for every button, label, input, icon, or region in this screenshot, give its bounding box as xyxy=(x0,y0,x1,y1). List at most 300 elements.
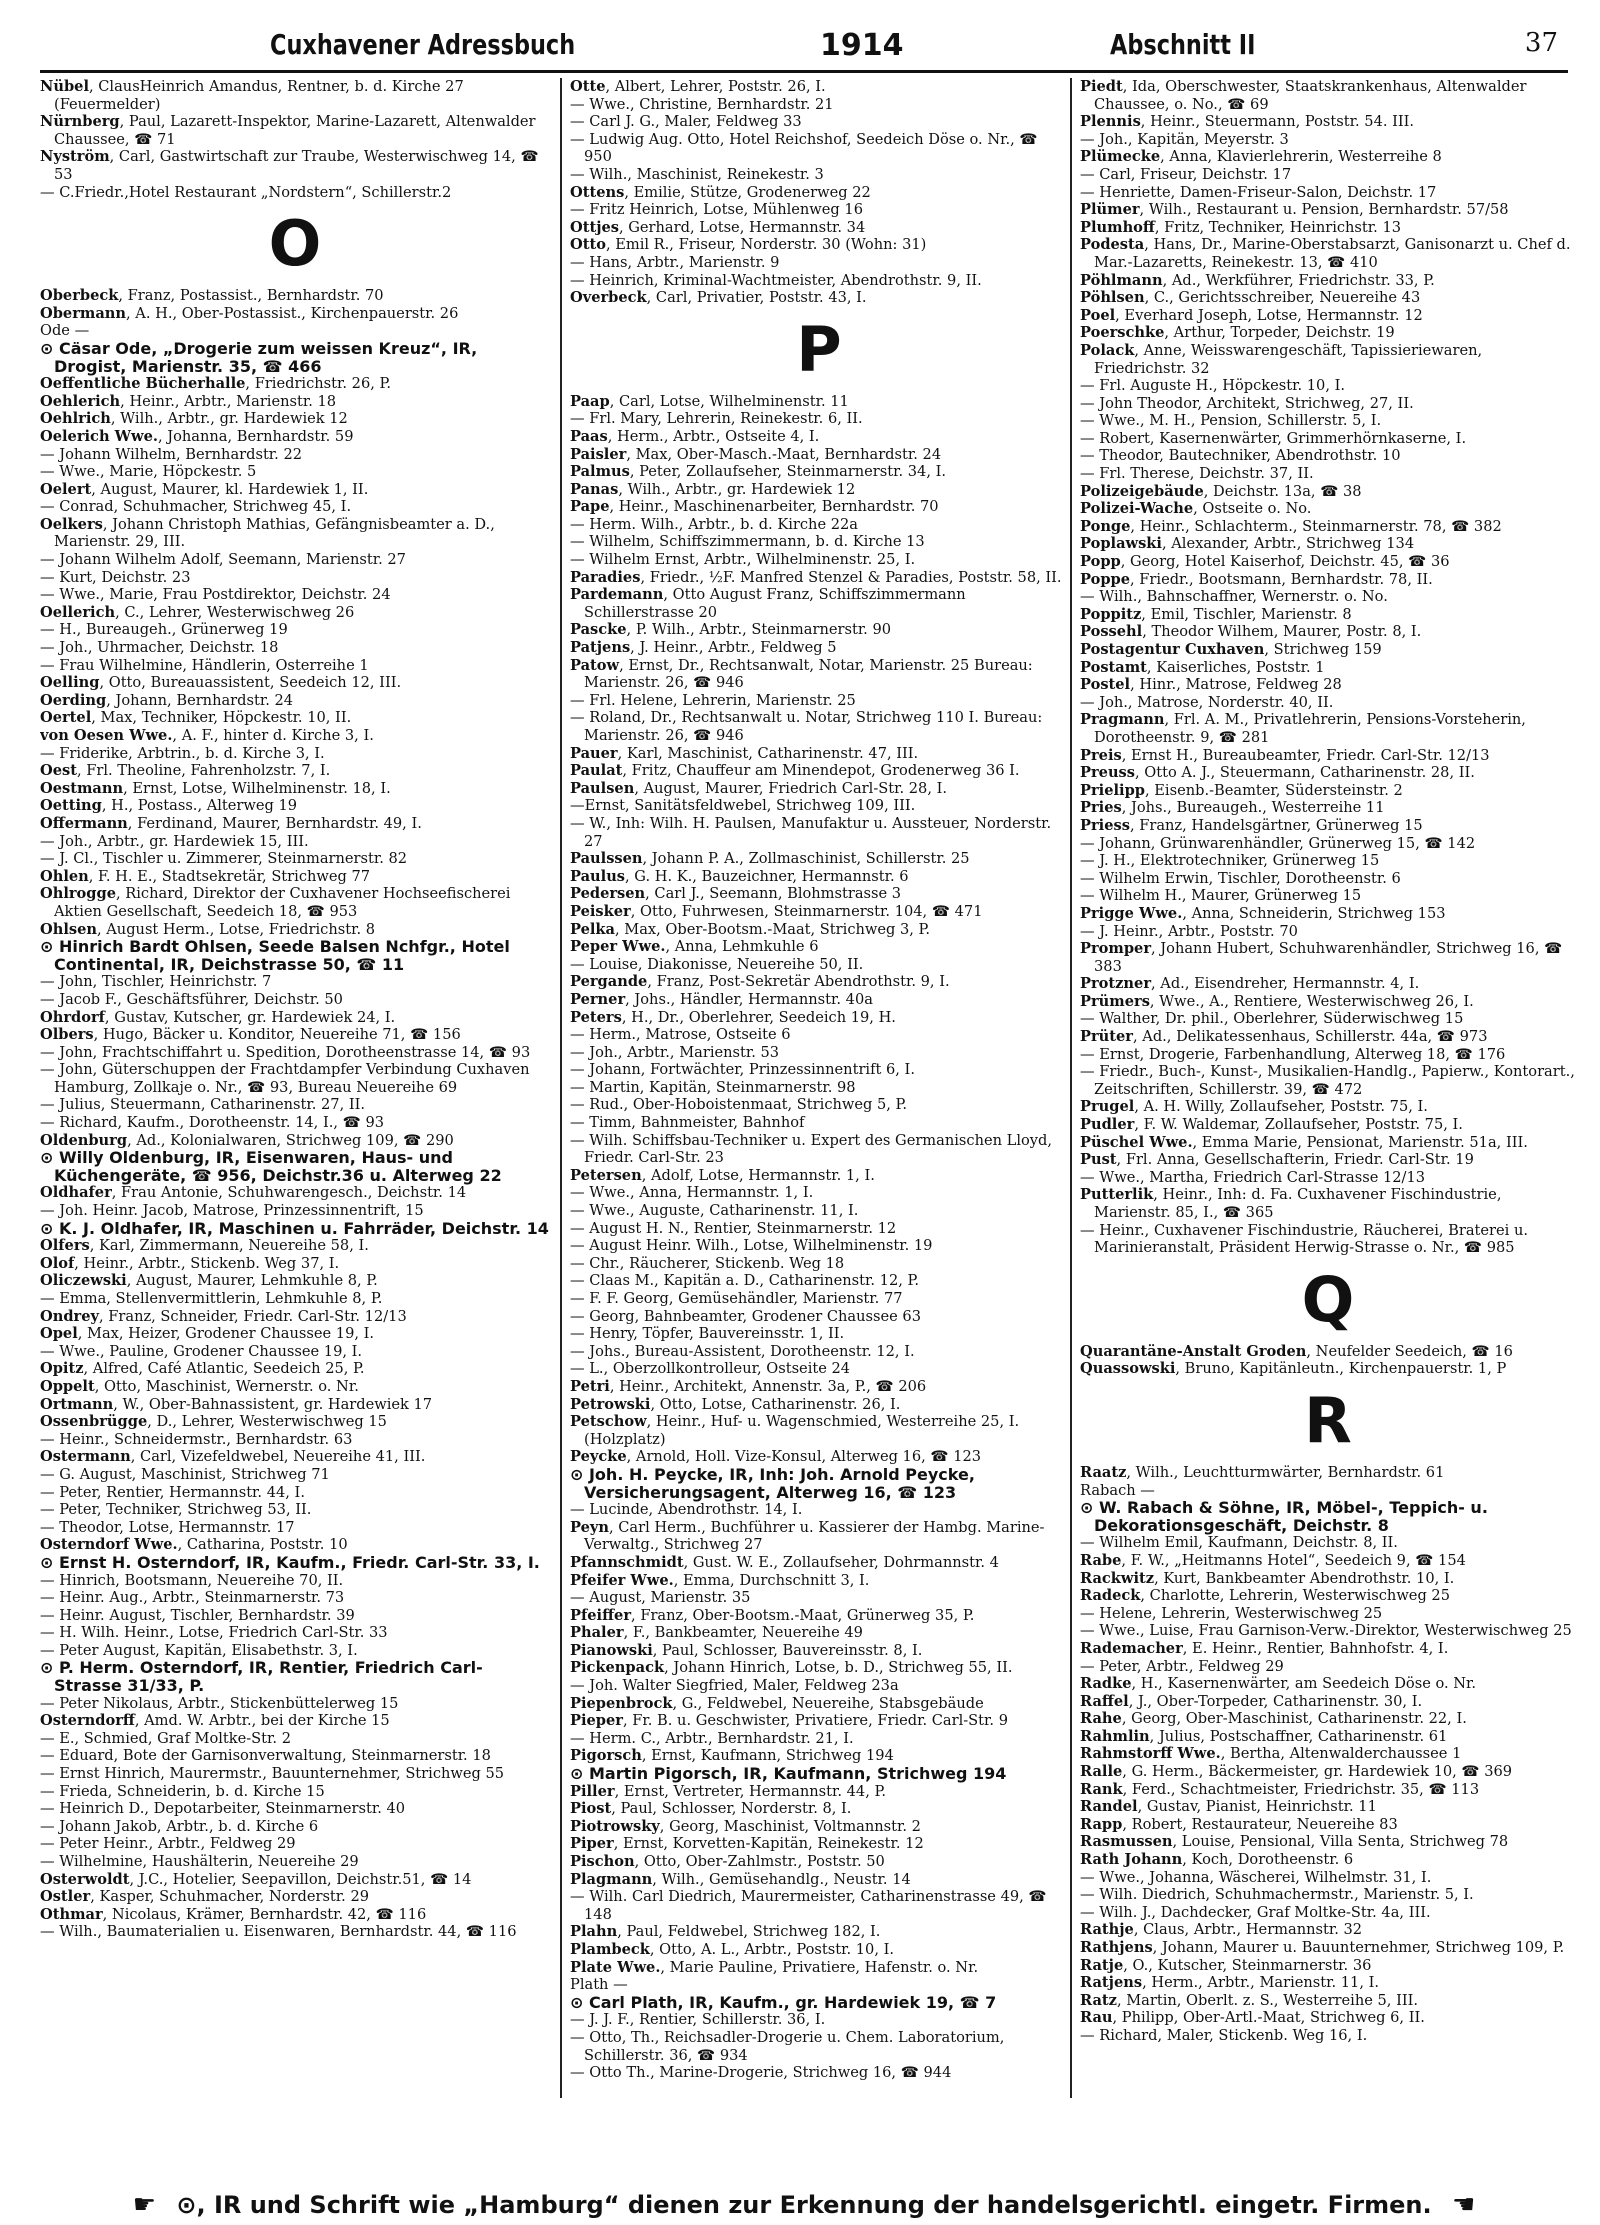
directory-entry: Ottjes, Gerhard, Lotse, Hermannstr. 34 xyxy=(570,218,866,236)
directory-entry: Pickenpack, Johann Hinrich, Lotse, b. D., Strichweg 55, II. xyxy=(570,1659,1013,1677)
directory-entry: Panas, Wilh., Arbtr., gr. Hardewiek 12 xyxy=(570,480,856,498)
directory-entry: — Timm, Bahnmeister, Bahnhof xyxy=(570,1114,805,1132)
directory-entry: Oerding, Johann, Bernhardstr. 24 xyxy=(40,691,294,709)
directory-entry: Poplawski, Alexander, Arbtr., Strichweg 134 xyxy=(1080,535,1415,553)
directory-entry: — Carl, Friseur, Deichstr. 17 xyxy=(1080,165,1292,183)
directory-entry: — Heinr. August, Tischler, Bernhardstr. 39 xyxy=(40,1606,355,1624)
directory-entry: Polizei-Wache, Ostseite o. No. xyxy=(1080,500,1312,518)
directory-entry: — Emma, Stellenvermittlerin, Lehmkuhle 8, P. xyxy=(40,1290,383,1307)
directory-entry: Piller, Ernst, Vertreter, Hermannstr. 44, P. xyxy=(570,1782,887,1800)
directory-entry: — Johann, Grünwarenhändler, Grünerweg 15, ☎ 142 xyxy=(1080,834,1476,852)
directory-entry: — E., Schmied, Graf Moltke-Str. 2 xyxy=(40,1729,291,1747)
directory-entry: — Otto Th., Marine-Drogerie, Strichweg 16, ☎ 944 xyxy=(570,2064,952,2082)
directory-entry: — W., Inh: Wilh. H. Paulsen, Manufaktur u. Aussteuer, Norderstr. 27 xyxy=(570,814,1052,850)
directory-entry: Putterlik, Heinr., Inh: d. Fa. Cuxhavener Fischindustrie, Marienstr. 85, I., ☎ 365 xyxy=(1080,1186,1502,1221)
directory-entry: — Wilhelmine, Haushälterin, Neuereihe 29 xyxy=(40,1853,359,1870)
directory-entry: Pigorsch, Ernst, Kaufmann, Strichweg 194 xyxy=(570,1747,894,1765)
directory-entry: Patow, Ernst, Dr., Rechtsanwalt, Notar, Marienstr. 25 Bureau: Marienstr. 26, ☎ 946 xyxy=(570,656,1033,692)
directory-entry: — Henry, Töpfer, Bauvereinsstr. 1, II. xyxy=(570,1325,845,1343)
pointing-hand-icon: ☛ xyxy=(132,2190,156,2220)
directory-entry: Pergande, Franz, Post-Sekretär Abendrothstr. 9, I. xyxy=(570,973,950,991)
directory-entry: — Jacob F., Geschäftsführer, Deichstr. 50 xyxy=(40,990,343,1008)
directory-entry: — Joh. Heinr. Jacob, Matrose, Prinzessinnentrift, 15 xyxy=(40,1202,424,1220)
directory-entry: Ostermann, Carl, Vizefeldwebel, Neuereihe 41, III. xyxy=(40,1448,426,1466)
directory-entry: Osterndorff, Amd. W. Arbtr., bei der Kirche 15 xyxy=(40,1712,390,1730)
directory-entry: Olof, Heinr., Arbtr., Stickenb. Weg 37, I. xyxy=(40,1254,340,1272)
directory-entry: — Claas M., Kapitän a. D., Catharinenstr. 12, P. xyxy=(570,1272,920,1290)
directory-entry: Prüter, Ad., Delikatessenhaus, Schillerstr. 44a, ☎ 973 xyxy=(1080,1028,1488,1046)
directory-entry: Otto, Emil R., Friseur, Norderstr. 30 (Wohn: 31) xyxy=(570,236,927,254)
directory-entry: — Wilhelm, Schiffszimmermann, b. d. Kirche 13 xyxy=(570,533,925,551)
section-letter: Q xyxy=(1301,1262,1355,1336)
directory-entry: — Ernst Hinrich, Maurermstr., Bauunternehmer, Strichweg 55 xyxy=(40,1765,505,1783)
directory-entry: Plahn, Paul, Feldwebel, Strichweg 182, I. xyxy=(570,1923,881,1941)
directory-entry: Petersen, Adolf, Lotse, Hermannstr. 1, I. xyxy=(570,1166,875,1184)
directory-entry: Plagmann, Wilh., Gemüsehandlg., Neustr. 14 xyxy=(570,1870,911,1888)
directory-entry: — Wwe., M. H., Pension, Schillerstr. 5, I. xyxy=(1080,412,1382,430)
directory-entry: Oestmann, Ernst, Lotse, Wilhelminenstr. 18, I. xyxy=(40,779,391,797)
directory-entry: — Chr., Räucherer, Stickenb. Weg 18 xyxy=(570,1254,845,1272)
directory-entry: Paulat, Fritz, Chauffeur am Minendepot, Grodenerweg 36 I. xyxy=(570,762,1020,780)
directory-entry: Rabach — xyxy=(1080,1481,1155,1499)
directory-entry: — John Theodor, Architekt, Strichweg, 27, II. xyxy=(1080,394,1414,412)
directory-entry: Piost, Paul, Schlosser, Norderstr. 8, I. xyxy=(570,1800,852,1818)
directory-entry: Paisler, Max, Ober-Masch.-Maat, Bernhardstr. 24 xyxy=(570,445,942,463)
registered-firm-entry: ⊙ Martin Pigorsch, IR, Kaufmann, Strichweg 194 xyxy=(570,1764,1007,1784)
page-number: 37 xyxy=(1524,28,1558,58)
directory-entry: Pischon, Otto, Ober-Zahlmstr., Poststr. 50 xyxy=(570,1853,885,1870)
directory-entry: — J. Heinr., Arbtr., Poststr. 70 xyxy=(1080,922,1298,940)
directory-entry: Peyn, Carl Herm., Buchführer u. Kassierer der Hambg. Marine-Verwaltg., Strichweg 27 xyxy=(570,1518,1045,1554)
directory-entry: — Hinrich, Bootsmann, Neuereihe 70, II. xyxy=(40,1571,344,1589)
directory-entry: von Oesen Wwe., A. F., hinter d. Kirche 3, I. xyxy=(40,727,374,744)
directory-entry: Ponge, Heinr., Schlachterm., Steinmarnerstr. 78, ☎ 382 xyxy=(1080,517,1502,535)
directory-entry: Polack, Anne, Weisswarengeschäft, Tapissieriewaren, Friedrichstr. 32 xyxy=(1080,341,1483,377)
directory-entry: Pfeiffer, Franz, Ober-Bootsm.-Maat, Grünerweg 35, P. xyxy=(570,1606,975,1624)
footer-text: ⊙, IR und Schrift wie „Hamburg“ dienen zur Erkennung der handelsgerichtl. eingetr. Firmen. xyxy=(176,2191,1432,2219)
registered-firm-entry: ⊙ P. Herm. Osterndorf, IR, Rentier, Friedrich Carl-Strasse 31/33, P. xyxy=(40,1658,483,1696)
directory-entry: Paap, Carl, Lotse, Wilhelminenstr. 11 xyxy=(570,392,849,410)
directory-entry: — Joh., Uhrmacher, Deichstr. 18 xyxy=(40,639,279,657)
directory-entry: Pries, Johs., Bureaugeh., Westerreihe 11 xyxy=(1080,799,1385,817)
directory-entry: — Eduard, Bote der Garnisonverwaltung, Steinmarnerstr. 18 xyxy=(40,1747,491,1765)
directory-entry: — Johann Wilhelm Adolf, Seemann, Marienstr. 27 xyxy=(40,551,406,569)
directory-entry: — Carl J. G., Maler, Feldweg 33 xyxy=(570,113,802,131)
directory-entry: — Johann, Fortwächter, Prinzessinnentrift 6, I. xyxy=(570,1061,915,1079)
directory-entry: Radeck, Charlotte, Lehrerin, Westerwischweg 25 xyxy=(1080,1587,1450,1605)
directory-entry: Plümer, Wilh., Restaurant u. Pension, Bernhardstr. 57/58 xyxy=(1080,201,1509,219)
directory-entry: — Helene, Lehrerin, Westerwischweg 25 xyxy=(1080,1604,1383,1622)
directory-entry: Pape, Heinr., Maschinenarbeiter, Bernhardstr. 70 xyxy=(570,498,939,516)
directory-entry: — Peter, Techniker, Strichweg 53, II. xyxy=(40,1501,312,1519)
directory-entry: — Richard, Maler, Stickenb. Weg 16, I. xyxy=(1080,2026,1368,2044)
directory-entry: Pöhlmann, Ad., Werkführer, Friedrichstr. 33, P. xyxy=(1080,271,1435,289)
directory-entry: Piedt, Ida, Oberschwester, Staatskrankenhaus, Altenwalder Chaussee, o. No., ☎ 69 xyxy=(1080,78,1527,113)
directory-entry: — Fritz Heinrich, Lotse, Mühlenweg 16 xyxy=(570,201,863,219)
directory-entry: Ohlrogge, Richard, Direktor der Cuxhavener Hochseefischerei Aktien Gesellschaft, Seedeich 18, ☎ 953 xyxy=(40,885,511,920)
directory-entry: Rahmstorff Wwe., Bertha, Altenwalderchaussee 1 xyxy=(1080,1745,1462,1763)
directory-entry: Oertel, Max, Techniker, Höpckestr. 10, II. xyxy=(40,709,352,727)
directory-entry: — Ludwig Aug. Otto, Hotel Reichshof, Seedeich Döse o. Nr., ☎ 950 xyxy=(570,130,1038,166)
section-title: Abschnitt II xyxy=(1110,28,1256,61)
directory-entry: Prümers, Wwe., A., Rentiere, Westerwischweg 26, I. xyxy=(1080,992,1474,1010)
directory-entry: — J. H., Elektrotechniker, Grünerweg 15 xyxy=(1080,852,1380,870)
directory-entry: Paulsen, August, Maurer, Friedrich Carl-Str. 28, I. xyxy=(570,779,948,797)
directory-entry: — John, Tischler, Heinrichstr. 7 xyxy=(40,973,272,991)
directory-entry: — Wwe., Johanna, Wäscherei, Wilhelmstr. 31, I. xyxy=(1080,1868,1432,1886)
directory-entry: Oberbeck, Franz, Postassist., Bernhardstr. 70 xyxy=(40,287,384,305)
directory-entry: — Wwe., Marie, Frau Postdirektor, Deichstr. 24 xyxy=(40,586,391,604)
directory-entry: Ralle, G. Herm., Bäckermeister, gr. Hardewiek 10, ☎ 369 xyxy=(1080,1763,1513,1781)
directory-entry: Othmar, Nicolaus, Krämer, Bernhardstr. 42, ☎ 116 xyxy=(40,1905,427,1923)
directory-entry: Offermann, Ferdinand, Maurer, Bernhardstr. 49, I. xyxy=(40,814,422,832)
directory-entry: — Friderike, Arbtrin., b. d. Kirche 3, I. xyxy=(40,744,325,762)
directory-entry: Rahmlin, Julius, Postschaffner, Catharinenstr. 61 xyxy=(1080,1727,1448,1745)
directory-entry: Rathjens, Johann, Maurer u. Bauunternehmer, Strichweg 109, P. xyxy=(1080,1939,1565,1956)
directory-entry: — Heinrich, Kriminal-Wachtmeister, Abendrothstr. 9, II. xyxy=(570,271,982,289)
section-letter: P xyxy=(796,312,842,386)
registered-firm-entry: ⊙ W. Rabach & Söhne, IR, Möbel-, Teppich- u. Dekorationsgeschäft, Deichstr. 8 xyxy=(1080,1498,1488,1535)
directory-entry: Nübel, ClausHeinrich Amandus, Rentner, b. d. Kirche 27 (Feuermelder) xyxy=(40,78,464,113)
directory-entry: Paas, Herm., Arbtr., Ostseite 4, I. xyxy=(570,427,820,445)
directory-entry: Pudler, F. W. Waldemar, Zollaufseher, Poststr. 75, I. xyxy=(1080,1116,1463,1134)
directory-entry: Otte, Albert, Lehrer, Poststr. 26, I. xyxy=(570,78,826,95)
directory-entry: — Friedr., Buch-, Kunst-, Musikalien-Handlg., Papierw., Kontorart., Zeitschriften, Schillerstr. 39, ☎ 472 xyxy=(1080,1063,1575,1098)
directory-entry: — Wilhelm Erwin, Tischler, Dorotheenstr. 6 xyxy=(1080,869,1401,887)
directory-entry: — Wilhelm H., Maurer, Grünerweg 15 xyxy=(1080,887,1362,905)
directory-entry: Opel, Max, Heizer, Grodener Chaussee 19, I. xyxy=(40,1325,375,1343)
directory-entry: Rademacher, E. Heinr., Rentier, Bahnhofstr. 4, I. xyxy=(1080,1639,1449,1657)
registered-firm-entry: ⊙ Carl Plath, IR, Kaufm., gr. Hardewiek 19, ☎ 7 xyxy=(570,1992,997,2012)
directory-entry: Opitz, Alfred, Café Atlantic, Seedeich 25, P. xyxy=(40,1360,365,1378)
directory-entry: — J. J. F., Rentier, Schillerstr. 36, I. xyxy=(570,2011,826,2029)
directory-entry: Nürnberg, Paul, Lazarett-Inspektor, Marine-Lazarett, Altenwalder Chaussee, ☎ 71 xyxy=(40,113,536,148)
directory-entry: — Wwe., Auguste, Catharinenstr. 11, I. xyxy=(570,1202,859,1220)
directory-entry: Petri, Heinr., Architekt, Annenstr. 3a, P., ☎ 206 xyxy=(570,1377,927,1395)
directory-entry: Oppelt, Otto, Maschinist, Wernerstr. o. Nr. xyxy=(40,1377,359,1395)
directory-entry: Postamt, Kaiserliches, Poststr. 1 xyxy=(1080,658,1325,676)
directory-entry: Pfannschmidt, Gust. W. E., Zollaufseher, Dohrmannstr. 4 xyxy=(570,1553,999,1571)
directory-columns xyxy=(40,78,1575,2098)
directory-entry: Plumhoff, Fritz, Techniker, Heinrichstr. 13 xyxy=(1080,218,1402,236)
directory-entry: Piper, Ernst, Korvetten-Kapitän, Reinekestr. 12 xyxy=(570,1835,924,1853)
footer-note xyxy=(40,2190,1568,2220)
directory-entry: Plath — xyxy=(570,1976,628,1994)
directory-entry: Olfers, Karl, Zimmermann, Neuereihe 58, I. xyxy=(40,1237,369,1255)
directory-entry: — Wilhelm Emil, Kaufmann, Deichstr. 8, II. xyxy=(1080,1534,1398,1552)
directory-entry: — Joh. Walter Siegfried, Maler, Feldweg 23a xyxy=(570,1677,899,1695)
directory-entry: Promper, Johann Hubert, Schuhwarenhändler, Strichweg 16, ☎ 383 xyxy=(1080,940,1563,975)
column-2 xyxy=(560,78,1068,2098)
directory-entry: Radke, H., Kasernenwärter, am Seedeich Döse o. Nr. xyxy=(1080,1675,1477,1693)
directory-entry: — Peter Nikolaus, Arbtr., Stickenbüttelerweg 15 xyxy=(40,1694,399,1712)
directory-entry: — Wwe., Martha, Friedrich Carl-Strasse 12/13 xyxy=(1080,1168,1426,1186)
directory-entry: Prigge Wwe., Anna, Schneiderin, Strichweg 153 xyxy=(1080,904,1446,922)
directory-entry: Oellerich, C., Lehrer, Westerwischweg 26 xyxy=(40,603,355,621)
directory-entry: Quassowski, Bruno, Kapitänleutn., Kirchenpauerstr. 1, P xyxy=(1080,1360,1507,1378)
directory-entry: Palmus, Peter, Zollaufseher, Steinmarnerstr. 34, I. xyxy=(570,463,947,481)
directory-entry: — Frieda, Schneiderin, b. d. Kirche 15 xyxy=(40,1782,325,1800)
directory-entry: Oldenburg, Ad., Kolonialwaren, Strichweg 109, ☎ 290 xyxy=(40,1131,454,1149)
directory-entry: — Ernst, Drogerie, Farbenhandlung, Alterweg 18, ☎ 176 xyxy=(1080,1045,1506,1063)
directory-entry: Postel, Hinr., Matrose, Feldweg 28 xyxy=(1080,676,1342,694)
column-3 xyxy=(1070,78,1576,2098)
directory-entry: — F. F. Georg, Gemüsehändler, Marienstr. 77 xyxy=(570,1290,903,1307)
directory-entry: Peters, H., Dr., Oberlehrer, Seedeich 19, H. xyxy=(570,1008,896,1026)
directory-entry: Rath Johann, Koch, Dorotheenstr. 6 xyxy=(1080,1851,1354,1869)
directory-entry: Priess, Franz, Handelsgärtner, Grünerweg 15 xyxy=(1080,816,1423,834)
directory-entry: Pardemann, Otto August Franz, Schiffszimmermann Schillerstrasse 20 xyxy=(570,586,966,621)
directory-entry: — Wwe., Christine, Bernhardstr. 21 xyxy=(570,95,834,113)
directory-entry: Ossenbrügge, D., Lehrer, Westerwischweg 15 xyxy=(40,1413,387,1431)
page xyxy=(40,20,1575,2220)
directory-entry: — Martin, Kapitän, Steinmarnerstr. 98 xyxy=(570,1078,856,1096)
directory-entry: — Frau Wilhelmine, Händlerin, Osterreihe 1 xyxy=(40,656,369,674)
directory-entry: Pauer, Karl, Maschinist, Catharinenstr. 47, III. xyxy=(570,744,919,762)
directory-entry: Rau, Philipp, Ober-Artl.-Maat, Strichweg 6, II. xyxy=(1080,2009,1425,2027)
directory-entry: — Otto, Th., Reichsadler-Drogerie u. Chem. Laboratorium, Schillerstr. 36, ☎ 934 xyxy=(570,2028,1005,2064)
directory-entry: Oldhafer, Frau Antonie, Schuhwarengesch., Deichstr. 14 xyxy=(40,1184,467,1202)
directory-entry: — John, Güterschuppen der Frachtdampfer Verbindung Cuxhaven Hamburg, Zollkaje o. Nr., ☎ 93, Bureau Neuereihe 69 xyxy=(40,1061,530,1096)
directory-entry: Oelert, August, Maurer, kl. Hardewiek 1, II. xyxy=(40,480,369,498)
registered-firm-entry: ⊙ Ernst H. Osterndorf, IR, Kaufm., Friedr. Carl-Str. 33, I. xyxy=(40,1552,540,1572)
directory-entry: Ratje, O., Kutscher, Steinmarnerstr. 36 xyxy=(1080,1956,1372,1974)
directory-entry: Ohrdorf, Gustav, Kutscher, gr. Hardewiek 24, I. xyxy=(40,1008,396,1026)
directory-entry: Osterndorf Wwe., Catharina, Poststr. 10 xyxy=(40,1536,348,1554)
directory-entry: Oelling, Otto, Bureauassistent, Seedeich 12, III. xyxy=(40,674,402,692)
directory-entry: — H. Wilh. Heinr., Lotse, Friedrich Carl-Str. 33 xyxy=(40,1624,388,1642)
column-1 xyxy=(40,78,550,2098)
directory-entry: — Wwe., Marie, Höpckestr. 5 xyxy=(40,463,257,481)
directory-entry: Poppe, Friedr., Bootsmann, Bernhardstr. 78, II. xyxy=(1080,570,1433,588)
directory-entry: — Herm. C., Arbtr., Bernhardstr. 21, I. xyxy=(570,1729,854,1747)
directory-entry: Peycke, Arnold, Holl. Vize-Konsul, Alterweg 16, ☎ 123 xyxy=(570,1448,982,1466)
directory-entry: — Conrad, Schuhmacher, Strichweg 45, I. xyxy=(40,498,352,516)
directory-entry: Podesta, Hans, Dr., Marine-Oberstabsarzt, Ganisonarzt u. Chef d. Mar.-Lazaretts, Reinekestr. 13, ☎ 410 xyxy=(1080,236,1571,271)
directory-entry: — Johs., Bureau-Assistent, Dorotheenstr. 12, I. xyxy=(570,1342,915,1360)
directory-entry: Poel, Everhard Joseph, Lotse, Hermannstr. 12 xyxy=(1080,306,1423,324)
directory-entry: Piepenbrock, G., Feldwebel, Neuereihe, Stabsgebäude xyxy=(570,1694,984,1712)
directory-entry: — Herm., Matrose, Ostseite 6 xyxy=(570,1026,791,1044)
directory-entry: Pelka, Max, Ober-Bootsm.-Maat, Strichweg 3, P. xyxy=(570,920,931,938)
section-letter: R xyxy=(1304,1383,1352,1457)
directory-entry: — Heinr., Schneidermstr., Bernhardstr. 63 xyxy=(40,1430,353,1448)
directory-entry: Oetting, H., Postass., Alterweg 19 xyxy=(40,797,298,815)
directory-entry: — Frl. Helene, Lehrerin, Marienstr. 25 xyxy=(570,691,856,709)
directory-entry: — August Heinr. Wilh., Lotse, Wilhelminenstr. 19 xyxy=(570,1237,933,1255)
directory-entry: Perner, Johs., Händler, Hermannstr. 40a xyxy=(570,990,873,1008)
directory-entry: Rackwitz, Kurt, Bankbeamter Abendrothstr. 10, I. xyxy=(1080,1569,1455,1587)
directory-entry: — Roland, Dr., Rechtsanwalt u. Notar, Strichweg 110 I. Bureau: Marienstr. 26, ☎ 946 xyxy=(570,709,1043,744)
directory-entry: Paradies, Friedr., ½F. Manfred Stenzel & Paradies, Poststr. 58, II. xyxy=(570,568,1062,586)
directory-entry: Pianowski, Paul, Schlosser, Bauvereinsstr. 8, I. xyxy=(570,1641,923,1659)
directory-entry: — Theodor, Bautechniker, Abendrothstr. 10 xyxy=(1080,447,1401,465)
directory-entry: Poerschke, Arthur, Torpeder, Deichstr. 19 xyxy=(1080,324,1395,342)
directory-entry: Quarantäne-Anstalt Groden, Neufelder Seedeich, ☎ 16 xyxy=(1080,1342,1513,1360)
directory-entry: Obermann, A. H., Ober-Postassist., Kirchenpauerstr. 26 xyxy=(40,304,459,322)
directory-entry: — Wilhelm Ernst, Arbtr., Wilhelminenstr. 25, I. xyxy=(570,551,916,569)
directory-entry: Raffel, J., Ober-Torpeder, Catharinenstr. 30, I. xyxy=(1080,1692,1423,1710)
directory-entry: — Wwe., Luise, Frau Garnison-Verw.-Direktor, Westerwischweg 25 xyxy=(1080,1622,1572,1640)
directory-entry: Oelkers, Johann Christoph Mathias, Gefängnisbeamter a. D., Marienstr. 29, III. xyxy=(40,515,495,551)
directory-entry: — Louise, Diakonisse, Neuereihe 50, II. xyxy=(570,955,864,973)
directory-entry: — Joh., Matrose, Norderstr. 40, II. xyxy=(1080,693,1334,711)
directory-entry: — Wilh. J., Dachdecker, Graf Moltke-Str. 4a, III. xyxy=(1080,1903,1431,1921)
directory-entry: Petrowski, Otto, Lotse, Catharinenstr. 26, I. xyxy=(570,1395,901,1413)
directory-entry: Poppitz, Emil, Tischler, Marienstr. 8 xyxy=(1080,605,1352,623)
directory-entry: Plennis, Heinr., Steuermann, Poststr. 54. III. xyxy=(1080,113,1415,131)
directory-entry: Postagentur Cuxhaven, Strichweg 159 xyxy=(1080,641,1382,658)
directory-entry: Ratjens, Herm., Arbtr., Marienstr. 11, I. xyxy=(1080,1974,1380,1992)
directory-entry: — Lucinde, Abendrothstr. 14, I. xyxy=(570,1501,803,1519)
directory-entry: — Robert, Kasernenwärter, Grimmerhörnkaserne, I. xyxy=(1080,429,1467,447)
directory-entry: — Wwe., Anna, Hermannstr. 1, I. xyxy=(570,1184,814,1202)
directory-entry: Rasmussen, Louise, Pensional, Villa Senta, Strichweg 78 xyxy=(1080,1833,1509,1851)
directory-entry: — Hans, Arbtr., Marienstr. 9 xyxy=(570,253,780,271)
directory-entry: Osterwoldt, J.C., Hotelier, Seepavillon, Deichstr.51, ☎ 14 xyxy=(40,1870,472,1888)
directory-entry: Randel, Gustav, Pianist, Heinrichstr. 11 xyxy=(1080,1798,1377,1816)
directory-entry: Ratz, Martin, Oberlt. z. S., Westerreihe 5, III. xyxy=(1080,1991,1419,2009)
directory-entry: Possehl, Theodor Wilhem, Maurer, Postr. 8, I. xyxy=(1080,623,1422,641)
directory-entry: Preuss, Otto A. J., Steuermann, Catharinenstr. 28, II. xyxy=(1080,764,1475,782)
directory-entry: — Frl. Therese, Deichstr. 37, II. xyxy=(1080,465,1314,483)
directory-entry: — Joh., Kapitän, Meyerstr. 3 xyxy=(1080,130,1289,148)
pointing-hand-icon: ☚ xyxy=(1451,2190,1476,2220)
book-title: Cuxhavener Adressbuch xyxy=(270,28,576,61)
directory-entry: Preis, Ernst H., Bureaubeamter, Friedr. Carl-Str. 12/13 xyxy=(1080,746,1490,764)
directory-entry: Paulus, G. H. K., Bauzeichner, Hermannstr. 6 xyxy=(570,867,909,885)
directory-entry: Pöhlsen, C., Gerichtsschreiber, Neuereihe 43 xyxy=(1080,289,1421,307)
directory-entry: — Georg, Bahnbeamter, Grodener Chaussee 63 xyxy=(570,1307,921,1325)
directory-entry: Oelerich Wwe., Johanna, Bernhardstr. 59 xyxy=(40,427,354,445)
directory-entry: — C.Friedr.,Hotel Restaurant „Nordstern“, Schillerstr.2 xyxy=(40,183,452,201)
directory-entry: — Walther, Dr. phil., Oberlehrer, Süderwischweg 15 xyxy=(1080,1010,1464,1028)
registered-firm-entry: ⊙ Willy Oldenburg, IR, Eisenwaren, Haus- und Küchengeräte, ☎ 956, Deichstr.36 u. Alterweg 22 xyxy=(40,1148,502,1185)
directory-entry: — Herm. Wilh., Arbtr., b. d. Kirche 22a xyxy=(570,515,858,533)
directory-entry: — Peter, Arbtr., Feldweg 29 xyxy=(1080,1657,1284,1675)
section-letter: O xyxy=(268,207,322,281)
directory-entry: Olbers, Hugo, Bäcker u. Konditor, Neuereihe 71, ☎ 156 xyxy=(40,1026,461,1044)
directory-entry: — August, Marienstr. 35 xyxy=(570,1589,751,1607)
directory-entry: — Henriette, Damen-Friseur-Salon, Deichstr. 17 xyxy=(1080,183,1437,201)
directory-entry: — Johann Wilhelm, Bernhardstr. 22 xyxy=(40,445,303,463)
directory-entry: — Wilh., Maschinist, Reinekestr. 3 xyxy=(570,165,824,183)
directory-entry: Oeffentliche Bücherhalle, Friedrichstr. 26, P. xyxy=(40,375,392,393)
directory-entry: — Heinrich D., Depotarbeiter, Steinmarnerstr. 40 xyxy=(40,1800,406,1818)
directory-entry: — Theodor, Lotse, Hermannstr. 17 xyxy=(40,1518,295,1536)
directory-entry: — Heinr., Cuxhavener Fischindustrie, Räucherei, Braterei u. Marinieranstalt, Präsident Herwig-Strasse o. Nr., ☎ 985 xyxy=(1080,1221,1529,1257)
directory-entry: Peisker, Otto, Fuhrwesen, Steinmarnerstr. 104, ☎ 471 xyxy=(570,902,983,920)
directory-entry: Ondrey, Franz, Schneider, Friedr. Carl-Str. 12/13 xyxy=(40,1307,407,1325)
directory-entry: — Kurt, Deichstr. 23 xyxy=(40,568,191,586)
directory-entry: — Wilh. Schiffsbau-Techniker u. Expert des Germanischen Lloyd, Friedr. Carl-Str. 23 xyxy=(570,1131,1053,1167)
directory-entry: Pust, Frl. Anna, Gesellschafterin, Friedr. Carl-Str. 19 xyxy=(1080,1151,1474,1169)
directory-entry: Ohlsen, August Herm., Lotse, Friedrichstr. 8 xyxy=(40,920,376,938)
directory-entry: Rahe, Georg, Ober-Maschinist, Catharinenstr. 22, I. xyxy=(1080,1710,1467,1728)
directory-entry: Petschow, Heinr., Huf- u. Wagenschmied, Westerreihe 25, I. (Holzplatz) xyxy=(570,1413,1020,1448)
registered-firm-entry: ⊙ Hinrich Bardt Ohlsen, Seede Balsen Nchfgr., Hotel Continental, IR, Deichstrasse 50, ☎ 11 xyxy=(40,937,510,974)
directory-entry: Plümecke, Anna, Klavierlehrerin, Westerreihe 8 xyxy=(1080,148,1442,166)
directory-entry: — Joh., Arbtr., gr. Hardewiek 15, III. xyxy=(40,832,309,850)
directory-entry: Rabe, F. W., „Heitmanns Hotel“, Seedeich 9, ☎ 154 xyxy=(1080,1551,1466,1569)
directory-entry: Oehlrich, Wilh., Arbtr., gr. Hardewiek 12 xyxy=(40,410,348,428)
directory-entry: Plate Wwe., Marie Pauline, Privatiere, Hafenstr. o. Nr. xyxy=(570,1958,979,1976)
directory-entry: Ortmann, W., Ober-Bahnassistent, gr. Hardewiek 17 xyxy=(40,1395,433,1413)
directory-entry: Pascke, P. Wilh., Arbtr., Steinmarnerstr. 90 xyxy=(570,621,892,639)
directory-entry: Pragmann, Frl. A. M., Privatlehrerin, Pensions-Vorsteherin, Dorotheenstr. 9, ☎ 281 xyxy=(1080,711,1526,746)
directory-entry: — Wilh. Carl Diedrich, Maurermeister, Catharinenstrasse 49, ☎ 148 xyxy=(570,1888,1047,1923)
directory-entry: — Johann Jakob, Arbtr., b. d. Kirche 6 xyxy=(40,1817,319,1835)
directory-entry: —Ernst, Sanitätsfeldwebel, Strichweg 109, III. xyxy=(570,797,916,815)
directory-entry: — Wilh., Baumaterialien u. Eisenwaren, Bernhardstr. 44, ☎ 116 xyxy=(40,1923,517,1941)
directory-entry: Oliczewski, August, Maurer, Lehmkuhle 8, P. xyxy=(40,1272,378,1290)
directory-entry: Oehlerich, Heinr., Arbtr., Marienstr. 18 xyxy=(40,392,337,410)
directory-entry: Oest, Frl. Theoline, Fahrenholzstr. 7, I. xyxy=(40,762,331,780)
directory-entry: — L., Oberzollkontrolleur, Ostseite 24 xyxy=(570,1360,851,1378)
directory-entry: Pedersen, Carl J., Seemann, Blohmstrasse 3 xyxy=(570,885,902,903)
directory-entry: Piotrowsky, Georg, Maschinist, Voltmannstr. 2 xyxy=(570,1817,921,1835)
directory-entry: — Frl. Auguste H., Höpckestr. 10, I. xyxy=(1080,377,1345,395)
directory-entry: — H., Bureaugeh., Grünerweg 19 xyxy=(40,621,288,639)
directory-entry: Protzner, Ad., Eisendreher, Hermannstr. 4, I. xyxy=(1080,975,1420,993)
directory-entry: Pieper, Fr. B. u. Geschwister, Privatiere, Friedr. Carl-Str. 9 xyxy=(570,1712,1008,1730)
directory-entry: Prugel, A. H. Willy, Zollaufseher, Poststr. 75, I. xyxy=(1080,1098,1428,1116)
directory-entry: — Joh., Arbtr., Marienstr. 53 xyxy=(570,1043,780,1061)
directory-entry: — J. Cl., Tischler u. Zimmerer, Steinmarnerstr. 82 xyxy=(40,850,408,868)
directory-entry: Ohlen, F. H. E., Stadtsekretär, Strichweg 77 xyxy=(40,867,371,885)
directory-entry: Polizeigebäude, Deichstr. 13a, ☎ 38 xyxy=(1080,482,1362,500)
directory-entry: — Julius, Steuermann, Catharinenstr. 27, II. xyxy=(40,1096,366,1114)
directory-entry: Overbeck, Carl, Privatier, Poststr. 43, I. xyxy=(570,289,867,307)
directory-entry: Plambeck, Otto, A. L., Arbtr., Poststr. 10, I. xyxy=(570,1940,895,1958)
directory-entry: — Rud., Ober-Hoboistenmaat, Strichweg 5, P. xyxy=(570,1096,908,1114)
directory-entry: — G. August, Maschinist, Strichweg 71 xyxy=(40,1465,330,1483)
directory-entry: Rathje, Claus, Arbtr., Hermannstr. 32 xyxy=(1080,1921,1363,1939)
directory-entry: Paulssen, Johann P. A., Zollmaschinist, Schillerstr. 25 xyxy=(570,850,970,868)
directory-entry: — Wilh., Bahnschaffner, Wernerstr. o. No. xyxy=(1080,588,1388,606)
page-header xyxy=(40,20,1568,73)
directory-entry: — John, Frachtschiffahrt u. Spedition, Dorotheenstrasse 14, ☎ 93 xyxy=(40,1043,531,1061)
directory-entry: Prielipp, Eisenb.-Beamter, Südersteinstr. 2 xyxy=(1080,781,1403,799)
directory-entry: — Peter Heinr., Arbtr., Feldweg 29 xyxy=(40,1835,296,1853)
directory-entry: — Richard, Kaufm., Dorotheenstr. 14, I., ☎ 93 xyxy=(40,1114,385,1132)
directory-entry: — Peter August, Kapitän, Elisabethstr. 3, I. xyxy=(40,1641,358,1659)
registered-firm-entry: ⊙ K. J. Oldhafer, IR, Maschinen u. Fahrräder, Deichstr. 14 xyxy=(40,1218,549,1238)
directory-entry: Ode — xyxy=(40,322,90,340)
directory-entry: Nyström, Carl, Gastwirtschaft zur Traube, Westerwischweg 14, ☎ 53 xyxy=(40,148,539,183)
directory-entry: Peper Wwe., Anna, Lehmkuhle 6 xyxy=(570,938,819,956)
directory-entry: — Heinr. Aug., Arbtr., Steinmarnerstr. 73 xyxy=(40,1589,345,1607)
directory-entry: Püschel Wwe., Emma Marie, Pensionat, Marienstr. 51a, III. xyxy=(1080,1133,1528,1151)
directory-entry: Rapp, Robert, Restaurateur, Neuereihe 83 xyxy=(1080,1815,1398,1833)
directory-entry: — August H. N., Rentier, Steinmarnerstr. 12 xyxy=(570,1219,897,1237)
registered-firm-entry: ⊙ Cäsar Ode, „Drogerie zum weissen Kreuz“, IR, Drogist, Marienstr. 35, ☎ 466 xyxy=(40,338,478,376)
directory-entry: Rank, Ferd., Schachtmeister, Friedrichstr. 35, ☎ 113 xyxy=(1080,1780,1480,1798)
directory-entry: Pfeifer Wwe., Emma, Durchschnitt 3, I. xyxy=(570,1571,870,1589)
directory-entry: Ottens, Emilie, Stütze, Grodenerweg 22 xyxy=(570,183,871,201)
directory-entry: — Wwe., Pauline, Grodener Chaussee 19, I. xyxy=(40,1342,363,1360)
directory-entry: — Wilh. Diedrich, Schuhmachermstr., Marienstr. 5, I. xyxy=(1080,1886,1474,1904)
registered-firm-entry: ⊙ Joh. H. Peycke, IR, Inh: Joh. Arnold Peycke, Versicherungsagent, Alterweg 16, ☎ 123 xyxy=(570,1464,975,1502)
directory-entry: Phaler, F., Bankbeamter, Neuereihe 49 xyxy=(570,1624,863,1642)
directory-entry: Popp, Georg, Hotel Kaiserhof, Deichstr. 45, ☎ 36 xyxy=(1080,553,1450,571)
directory-entry: Raatz, Wilh., Leuchtturmwärter, Bernhardstr. 61 xyxy=(1080,1463,1445,1481)
year: 1914 xyxy=(820,28,904,63)
directory-entry: Patjens, J. Heinr., Arbtr., Feldweg 5 xyxy=(570,639,837,657)
directory-entry: — Peter, Rentier, Hermannstr. 44, I. xyxy=(40,1483,305,1501)
directory-entry: — Frl. Mary, Lehrerin, Reinekestr. 6, II. xyxy=(570,410,863,428)
directory-entry: Ostler, Kasper, Schuhmacher, Norderstr. 29 xyxy=(40,1888,370,1906)
